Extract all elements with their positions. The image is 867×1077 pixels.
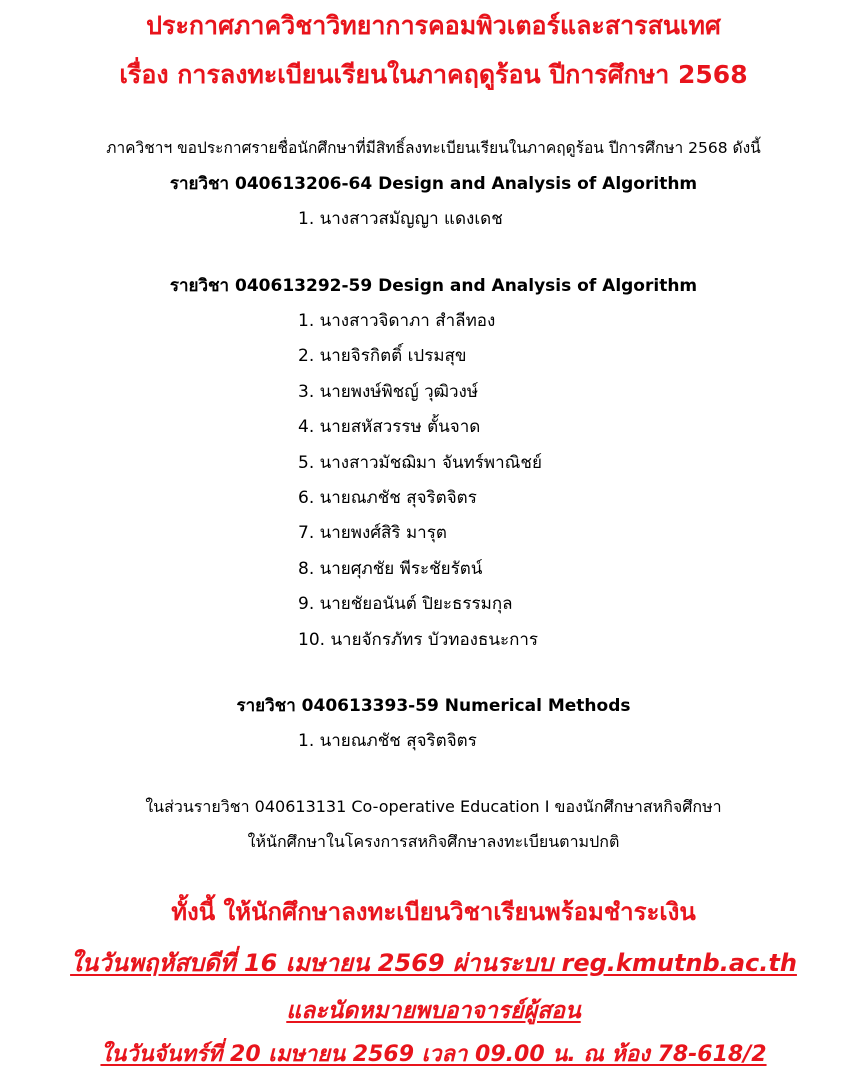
coop-note-line-1: ในส่วนรายวิชา 040613131 Co-operative Education I ของนักศึกษาสหกิจศึกษา (145, 797, 722, 816)
student-item: 2. นายจิรกิตติ์ เปรมสุข (298, 346, 467, 366)
announcement-subject: เรื่อง การลงทะเบียนเรียนในภาคฤดูร้อน ปีการศึกษา 2568 (119, 60, 748, 89)
student-item: 10. นายจักรภัทร บัวทองธนะการ (298, 630, 539, 650)
course-heading-3: รายวิชา 040613393-59 Numerical Methods (236, 696, 631, 716)
student-item: 7. นายพงศ์สิริ มารุต (298, 523, 447, 543)
notice-meet-advisor: และนัดหมายพบอาจารย์ผู้สอน (286, 998, 581, 1024)
intro-paragraph: ภาควิชาฯ ขอประกาศรายชื่อนักศึกษาที่มีสิทธิ์ลงทะเบียนเรียนในภาคฤดูร้อน ปีการศึกษา 2568 ดังนี้ (106, 139, 761, 157)
student-item: 1. นายณภชัช สุจริตจิตร (298, 731, 477, 751)
student-item: 1. นางสาวสมัญญา แดงเดช (298, 209, 503, 229)
coop-note-line-2: ให้นักศึกษาในโครงการสหกิจศึกษาลงทะเบียนตามปกติ (247, 832, 620, 851)
course-heading-1: รายวิชา 040613206-64 Design and Analysis of Algorithm (169, 174, 698, 194)
course-heading-2: รายวิชา 040613292-59 Design and Analysis of Algorithm (169, 276, 698, 296)
notice-registration-date: ในวันพฤหัสบดีที่ 16 เมษายน 2569 ผ่านระบบ reg.kmutnb.ac.th (70, 949, 797, 977)
student-item: 6. นายณภชัช สุจริตจิตร (298, 488, 477, 508)
student-item: 9. นายชัยอนันต์ ปิยะธรรมกุล (298, 594, 513, 614)
student-item: 4. นายสหัสวรรษ ตั้นจาด (298, 417, 481, 437)
student-item: 1. นางสาวจิดาภา สำลีทอง (298, 311, 496, 331)
student-item: 5. นางสาวมัชฌิมา จันทร์พาณิชย์ (298, 453, 542, 473)
announcement-title: ประกาศภาควิชาวิทยาการคอมพิวเตอร์และสารสนเทศ (146, 11, 721, 40)
notice-headline: ทั้งนี้ ให้นักศึกษาลงทะเบียนวิชาเรียนพร้อมชำระเงิน (171, 898, 696, 926)
student-item: 8. นายศุภชัย พีระชัยรัตน์ (298, 559, 483, 579)
notice-meeting-time: ในวันจันทร์ที่ 20 เมษายน 2569 เวลา 09.00 น. ณ ห้อง 78-618/2 (100, 1042, 767, 1067)
student-item: 3. นายพงษ์พิชญ์ วุฒิวงษ์ (298, 382, 479, 402)
